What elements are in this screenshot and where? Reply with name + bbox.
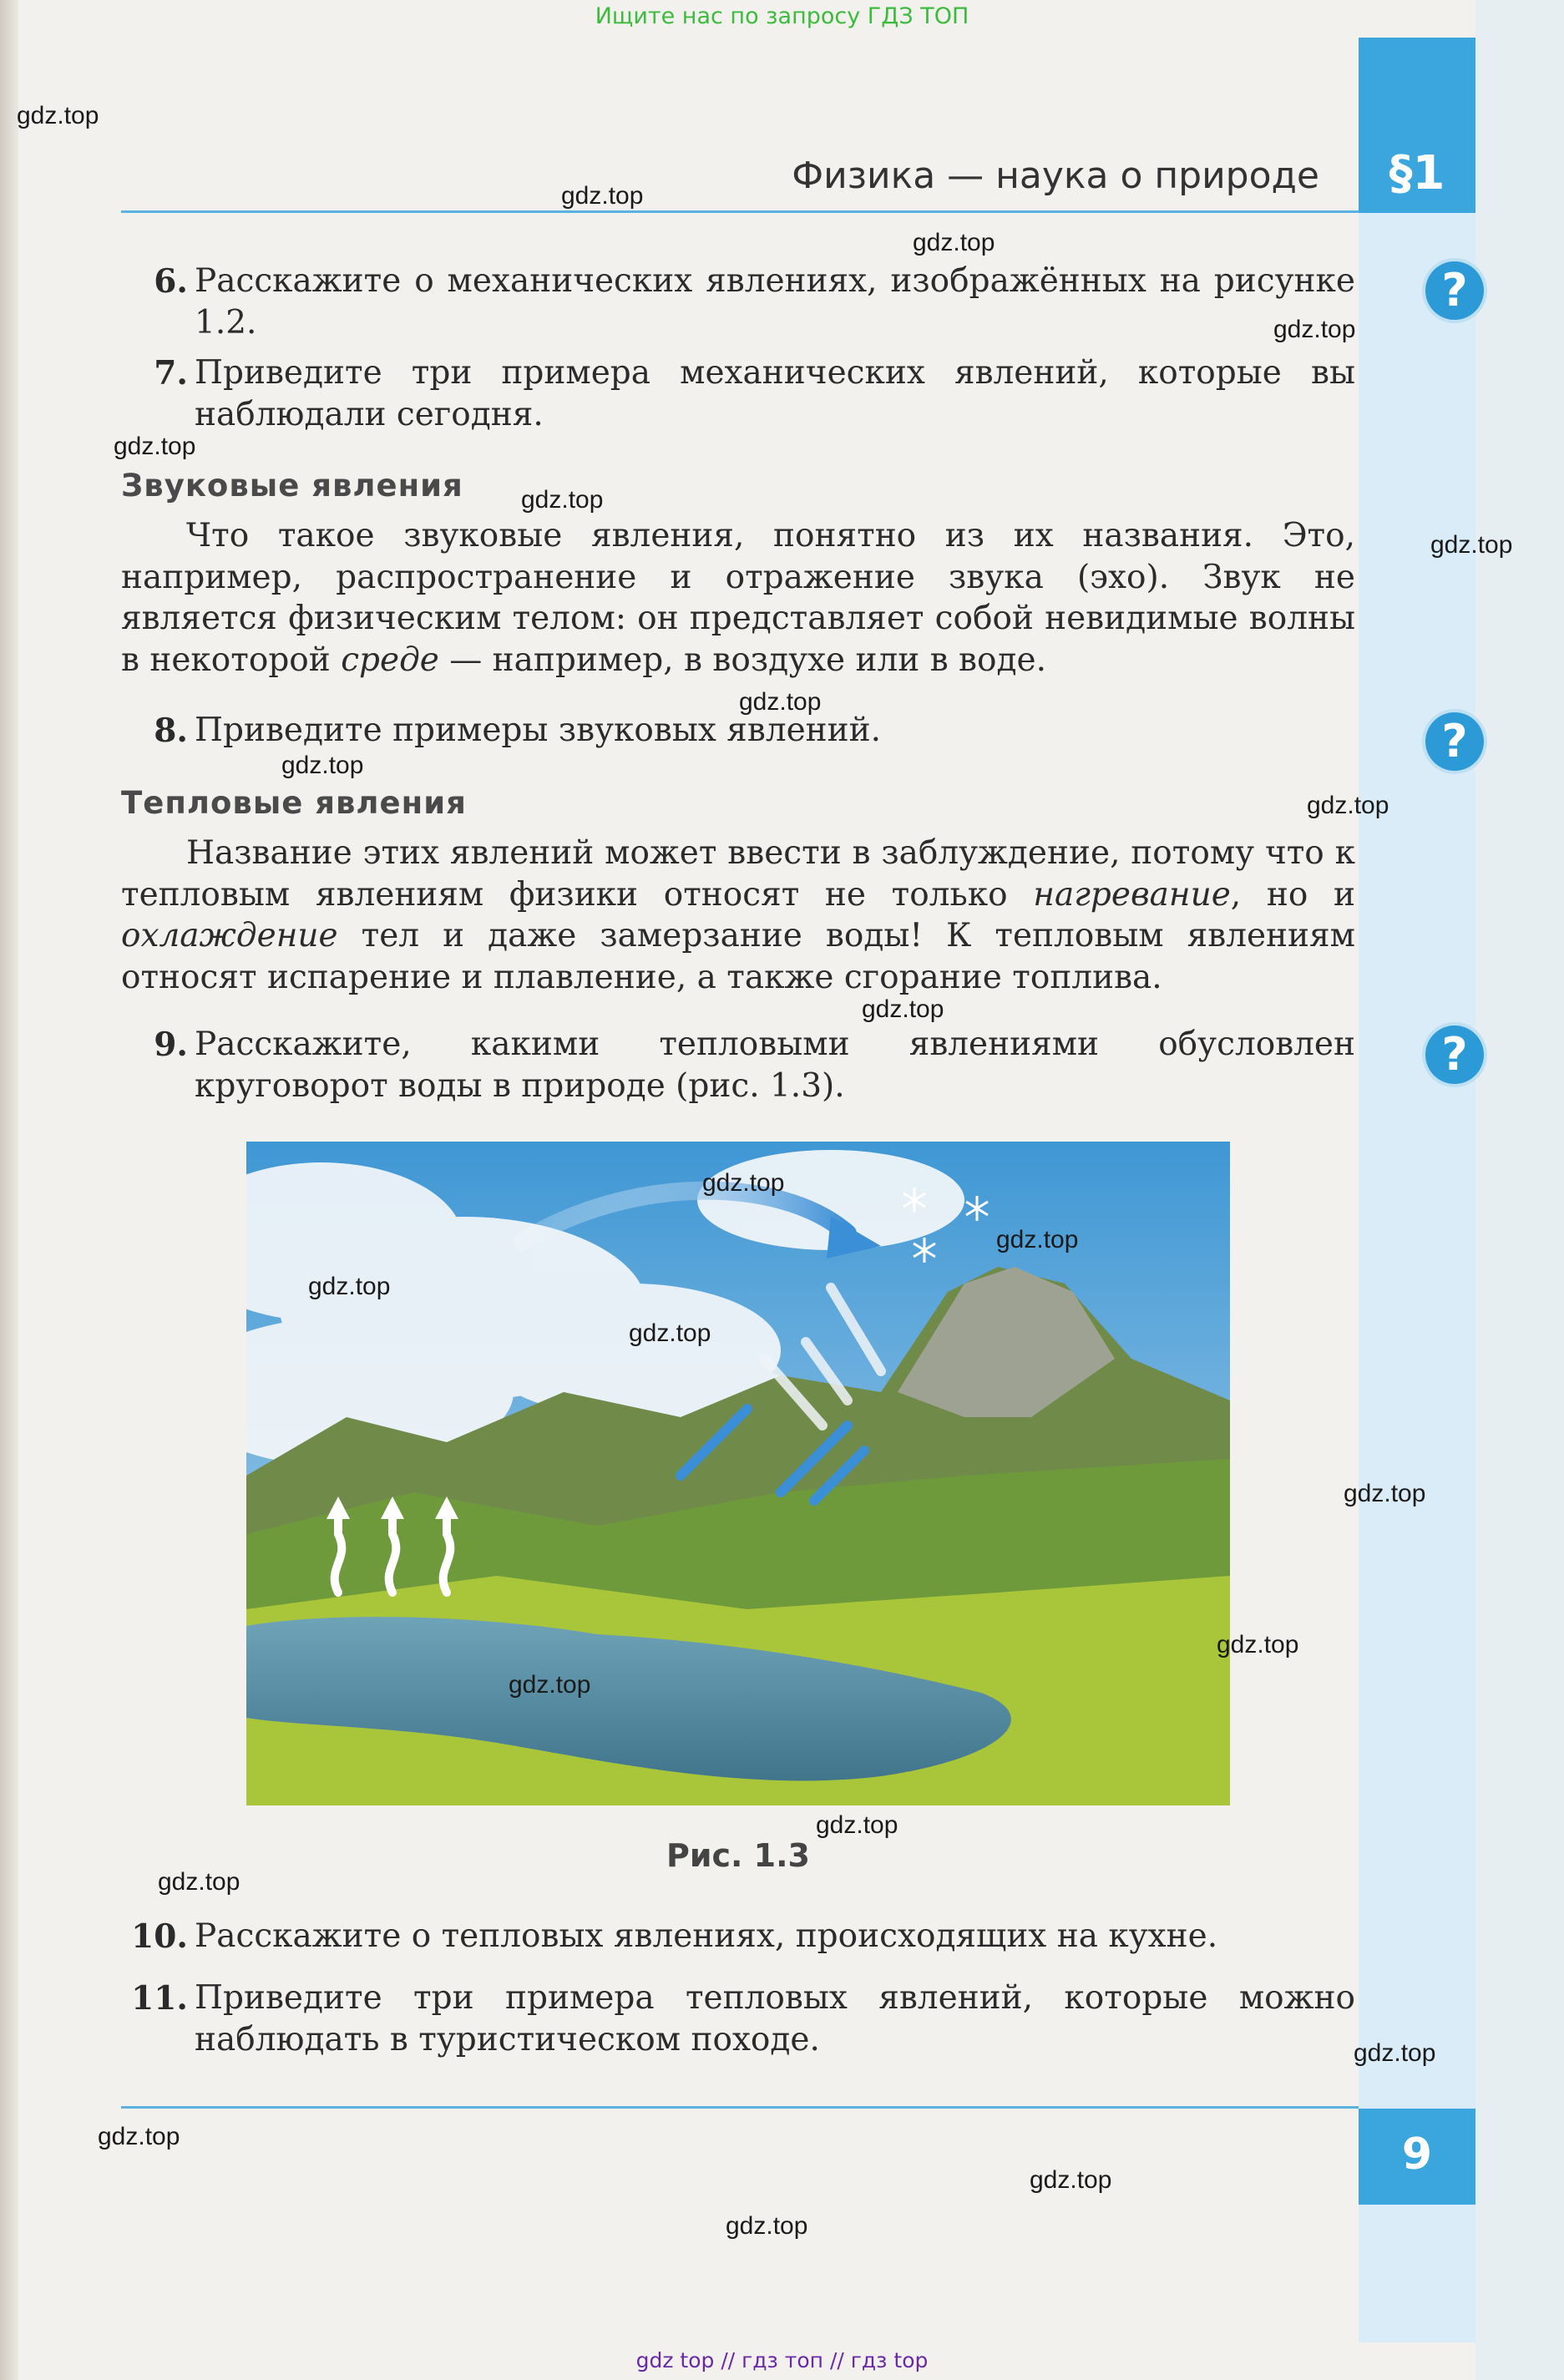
sound-paragraph: Что такое звуковые явления, понятно из их названия. Это, например, распространение и отражение звука (эхо). Звук не является физическим телом: он представляет собой невидимые волны в некоторой среде — например, в воздухе или в воде.: [121, 517, 1355, 679]
watermark: gdz.top: [1273, 316, 1356, 343]
heat-heading: Тепловые явления: [121, 785, 467, 821]
watermark: gdz.top: [913, 229, 995, 256]
watermark: gdz.top: [629, 1319, 711, 1347]
landscape-illustration: [246, 1142, 1230, 1805]
watermark: gdz.top: [561, 182, 644, 210]
watermark: gdz.top: [308, 1273, 391, 1300]
watermark: gdz.top: [726, 2212, 808, 2240]
watermark: gdz.top: [114, 433, 196, 460]
watermark: gdz.top: [17, 102, 99, 129]
watermark: gdz.top: [158, 1868, 240, 1896]
footer-rule: [121, 2106, 1359, 2109]
watermark: gdz.top: [521, 486, 604, 514]
watermark: gdz.top: [816, 1811, 898, 1839]
page-edge: [1475, 0, 1564, 2380]
top-banner[interactable]: Ищите нас по запросу ГДЗ ТОП: [595, 3, 969, 29]
watermark: gdz.top: [1344, 1480, 1426, 1507]
watermark: gdz.top: [1354, 2039, 1436, 2067]
question-7: 7. Приведите три примера механических явлений, которые вы наблюдали сегодня.: [154, 354, 1355, 433]
question-mark-icon: ?: [1425, 712, 1484, 771]
watermark: gdz.top: [739, 688, 822, 716]
water-cycle-figure: [246, 1142, 1230, 1805]
watermark: gdz.top: [862, 995, 944, 1023]
sound-heading: Звуковые явления: [121, 468, 463, 504]
watermark: gdz.top: [702, 1169, 785, 1197]
watermark: gdz.top: [1307, 792, 1389, 819]
watermark: gdz.top: [1030, 2166, 1112, 2194]
figure-caption: Рис. 1.3: [666, 1837, 810, 1874]
watermark: gdz.top: [996, 1226, 1079, 1253]
watermark: gdz.top: [98, 2123, 180, 2150]
question-mark-icon: ?: [1425, 261, 1484, 320]
question-11: 11. Приведите три примера тепловых явлений, которые можно наблюдать в туристическом походе.: [131, 1979, 1355, 2058]
section-label: §1: [1389, 146, 1445, 200]
page-number: 9: [1401, 2129, 1433, 2180]
watermark: gdz.top: [509, 1671, 591, 1699]
question-6: 6. Расскажите о механических явлениях, изображённых на рисунке 1.2.: [154, 262, 1355, 342]
question-8: 8. Приведите примеры звуковых явлений.: [154, 711, 882, 750]
watermark: gdz.top: [1217, 1631, 1299, 1658]
page-binding-shadow: [0, 0, 18, 2380]
watermark: gdz.top: [1430, 531, 1513, 559]
question-10: 10. Расскажите о тепловых явлениях, происходящих на кухне.: [131, 1917, 1218, 1956]
watermark: gdz.top: [281, 752, 364, 779]
question-mark-icon: ?: [1425, 1025, 1484, 1084]
heat-paragraph: Название этих явлений может ввести в заблуждение, потому что к тепловым явлениям физики относят не только нагревание, но и охлаждение тел и даже замерзание воды! К тепловым явлениям относят испарение и плавление, а также сгорание топлива.: [121, 834, 1355, 996]
page-header-title: Физика — наука о природе: [792, 154, 1319, 197]
question-list-a: [121, 261, 1355, 436]
question-9: 9. Расскажите, какими тепловыми явлениями обусловлен круговорот воды в природе (рис. 1.3).: [154, 1025, 1355, 1105]
question-list-b: [121, 1916, 1355, 2061]
footer-links[interactable]: gdz top // гдз топ // гдз top: [635, 2348, 929, 2372]
header-rule: [121, 210, 1359, 213]
sidebar-strip: [1359, 38, 1475, 2342]
